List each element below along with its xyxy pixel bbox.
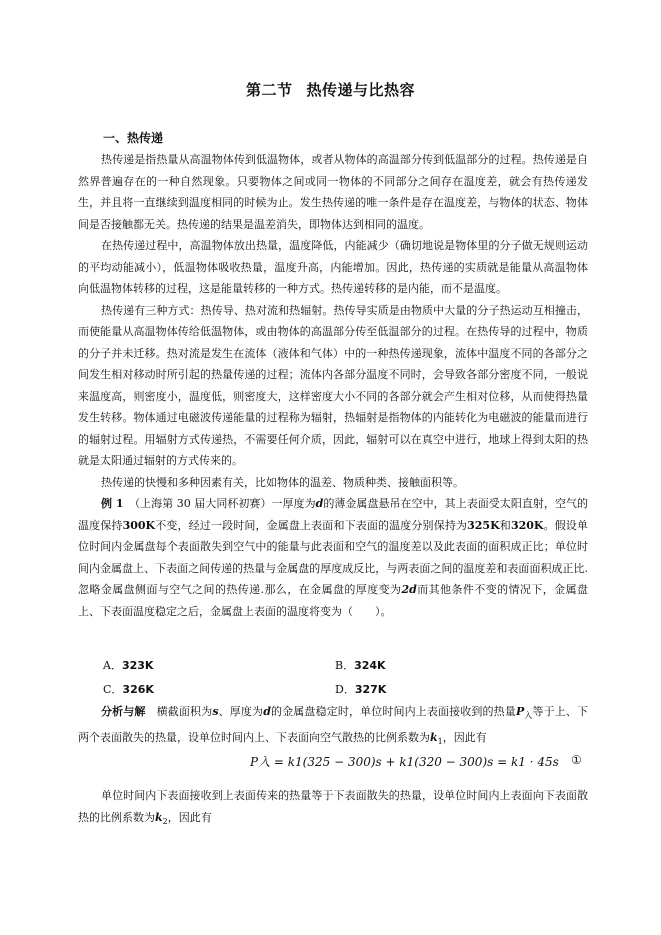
title-text: 热传递与比热容	[306, 81, 416, 99]
analysis-label: 分析与解	[101, 705, 146, 718]
paragraph: 在热传递过程中，高温物体放出热量，温度降低，内能减少（确切地说是物体里的分子做无规则运动的平均动能减小），低温物体吸收热量，温度升高，内能增加。因此，热传递的实质就是能量从高温物体向低温物体转移的过程，这是能量转移的一种方式。热传递转移的是内能，而不是温度。	[78, 239, 588, 295]
analysis-text	[78, 701, 588, 752]
page-title	[0, 79, 661, 100]
option-d: D．327K	[335, 683, 387, 696]
body-text	[78, 149, 588, 622]
section-heading: 一、热传递	[103, 131, 164, 145]
equation-number: ①	[571, 753, 582, 767]
final-paragraph: 单位时间内下表面接收到上表面传来的热量等于下表面散失的热量，设单位时间内上表面向下表面散热的比例系数为$k_2$，因此有	[78, 789, 588, 826]
equation: P入 = k1(325 − 300)s + k1(320 − 300)s = k1 · 45s	[250, 755, 559, 769]
final-text	[78, 785, 588, 832]
paragraph: 热传递是指热量从高温物体传到低温物体，或者从物体的高温部分传到低温部分的过程。热传递是自然界普遍存在的一种自然现象。只要物体之间或同一物体的不同部分之间存在温度差，就会有热传递发生，并且将一直继续到温度相同的时候为止。发生热传递的唯一条件是存在温度差，与物体的状态、物体间是否接触都无关。热传递的结果是温差消失，即物体达到相同的温度。	[78, 153, 588, 231]
example-problem: 例 1 （上海第 30 届大同杯初赛）一厚度为d的薄金属盘悬吊在空中，其上表面受太阳直射，空气的温度保持300K不变，经过一段时间，金属盘上表面和下表面的温度分别保持为325K和320K。假设单位时间内金属盘每个表面散失到空气中的能量与此表面和空气的温度差以及此表面的面积成正比；单位时间内金属盘上、下表面之间传递的热量与金属盘的厚度成反比，与两表面之间的温度差和表面面积成正比.忽略金属盘侧面与空气之间的热传递.那么，在金属盘的厚度变为2d而其他条件不变的情况下，金属盘上、下表面温度稳定之后，金属盘上表面的温度将变为（ ）。	[78, 497, 589, 618]
option-b: B．324K	[335, 659, 386, 672]
option-a: A．323K	[103, 659, 154, 672]
paragraph: 热传递的快慢和多种因素有关，比如物体的温差、物质种类、接触面积等。	[101, 475, 464, 489]
example-label: 例 1	[101, 497, 124, 510]
title-section-number: 第二节	[245, 81, 293, 99]
option-c: C．326K	[103, 683, 154, 696]
analysis-paragraph: 分析与解 横截面积为s、厚度为d的金属盘稳定时，单位时间内上表面接收到的热量$P_入$等于上、下两个表面散失的热量，设单位时间内上、下表面向空气散热的比例系数为$k_1$，因此有	[78, 705, 589, 746]
paragraph: 热传递有三种方式：热传导、热对流和热辐射。热传导实质是由物质中大量的分子热运动互相撞击，而使能量从高温物体传给低温物体，或由物体的高温部分传至低温部分的过程。在热传导的过程中，物质的分子并未迁移。热对流是发生在流体（液体和气体）中的一种热传递现象，流体中温度不同的各部分之间发生相对移动时所引起的热量传递的过程；流体内各部分温度不同时，会导致各部分密度不同，一般说来温度高，则密度小，温度低，则密度大，这样密度大小不同的各部分就会产生相对位移，从而使得热量发生转移。物体通过电磁波传递能量的过程称为辐射，热辐射是指物体的内能转化为电磁波的能量而进行的辐射过程。用辐射方式传递热，不需要任何介质，因此，辐射可以在真空中进行，地球上得到太阳的热就是太阳通过辐射的方式传来的。	[78, 303, 588, 467]
